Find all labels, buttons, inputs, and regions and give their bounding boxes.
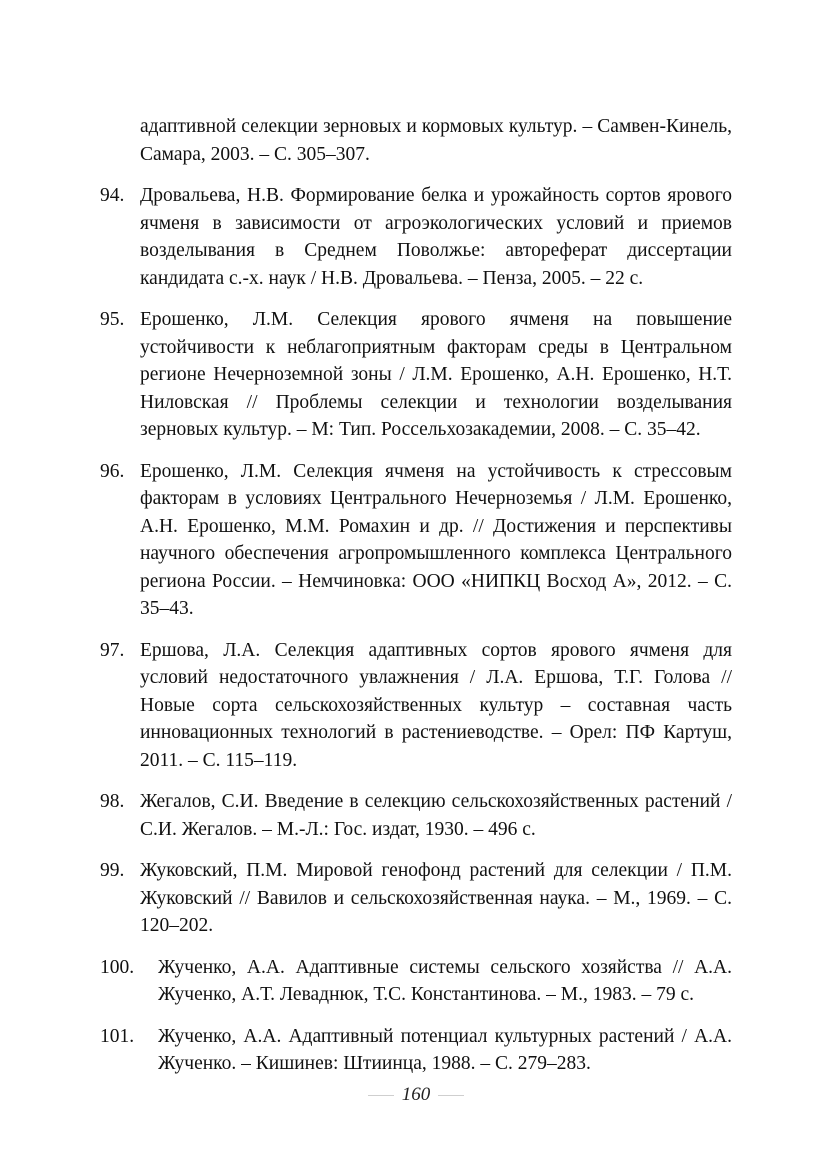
reference-text: Ерошенко, Л.М. Селекция ячменя на устойчивость к стрессовым факторам в условиях Центрального Нечерноземья / Л.М. Ерошенко, А.Н. Ерошенко, М.М. Ромахин и др. // Достижения и перспективы научного обеспечения агропромышленного комплекса Центрального региона России. – Немчиновка: ООО «НИПКЦ Восход А», 2012. – С. 35–43. (140, 460, 732, 619)
page-footer (0, 1084, 832, 1106)
page-number: 160 (401, 1084, 431, 1105)
reference-item (100, 637, 732, 775)
footer-rule-right (438, 1095, 464, 1096)
reference-text: Ерошенко, Л.М. Селекция ярового ячменя на повышение устойчивости к неблагоприятным факторам среды в Центральном регионе Нечерноземной зоны / Л.М. Ерошенко, А.Н. Ерошенко, Н.Т. Ниловская // Проблемы селекции и технологии возделывания зерновых культур. – М: Тип. Россельхозакадемии, 2008. – С. 35–42. (140, 309, 732, 440)
reference-text: Ершова, Л.А. Селекция адаптивных сортов ярового ячменя для условий недостаточного увлажнения / Л.А. Ершова, Т.Г. Голова // Новые сорта сельскохозяйственных культур – составная часть инновационных технологий в растениеводстве. – Орел: ПФ Картуш, 2011. – С. 115–119. (140, 639, 732, 771)
reference-number: 94. (100, 185, 125, 206)
reference-text: Жуковский, П.М. Мировой генофонд растений для селекции / П.М. Жуковский // Вавилов и сельскохозяйственная наука. – М., 1969. – С. 120–202. (140, 860, 732, 936)
reference-item (100, 954, 732, 1009)
reference-number: 99. (100, 860, 125, 881)
reference-number: 95. (100, 309, 125, 330)
reference-text: Жученко, А.А. Адаптивные системы сельского хозяйства // А.А. Жученко, А.Т. Леваднюк, Т.С. Константинова. – М., 1983. – 79 с. (158, 956, 732, 1005)
reference-number: 101. (100, 1025, 135, 1047)
reference-item (100, 306, 732, 444)
reference-item (100, 857, 732, 940)
reference-number: 97. (100, 639, 125, 661)
reference-item (100, 182, 732, 292)
reference-item (100, 458, 732, 623)
footer-rule-left (368, 1095, 394, 1096)
reference-item (100, 1023, 732, 1078)
reference-item (100, 788, 732, 843)
reference-number: 100. (100, 956, 135, 978)
reference-text: Жегалов, С.И. Введение в селекцию сельскохозяйственных растений / С.И. Жегалов. – М.-Л.: Гос. издат, 1930. – 496 с. (140, 791, 732, 840)
reference-number: 98. (100, 791, 125, 812)
reference-number: 96. (100, 460, 125, 482)
reference-text: Жученко, А.А. Адаптивный потенциал культурных растений / А.А. Жученко. – Кишинев: Штиинца, 1988. – С. 279–283. (158, 1025, 732, 1074)
reference-list (100, 113, 732, 1092)
reference-continuation: адаптивной селекции зерновых и кормовых культур. – Самвен-Кинель, Самара, 2003. – С. 305–307. (140, 116, 732, 165)
reference-text: Дровальева, Н.В. Формирование белка и урожайность сортов ярового ячменя в зависимости от агроэкологических условий и приемов возделывания в Среднем Поволжье: автореферат диссертации кандидата с.-х. наук / Н.В. Дровальева. – Пенза, 2005. – 22 с. (140, 185, 732, 289)
